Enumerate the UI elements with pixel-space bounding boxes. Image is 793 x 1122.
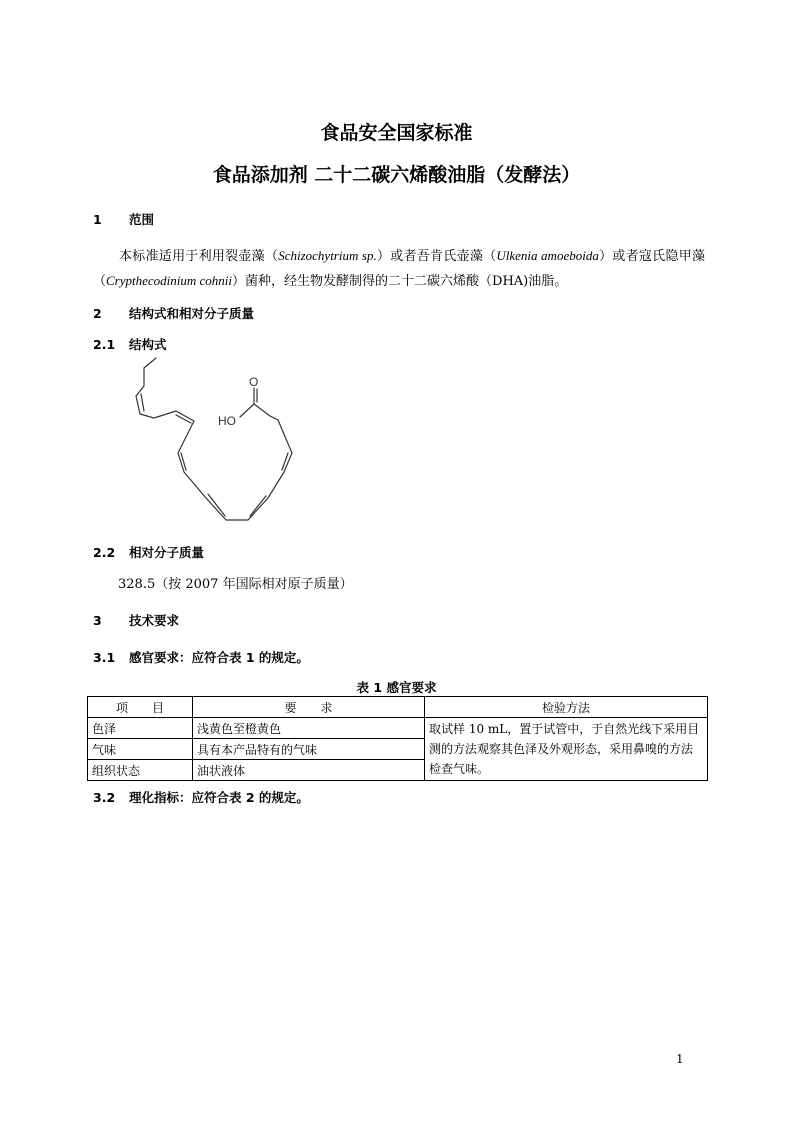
document-subtitle: 食品添加剂 二十二碳六烯酸油脂（发酵法） <box>212 164 581 186</box>
document-title: 食品安全国家标准 <box>320 122 473 144</box>
row-item: 气味 <box>88 739 193 760</box>
row-requirement: 浅黄色至橙黄色 <box>193 718 425 739</box>
section-number: 2.2 <box>93 545 116 560</box>
scope-text-1: 本标准适用于利用裂壶藻（ <box>119 249 279 264</box>
section-number: 2 <box>93 306 102 321</box>
oxygen-label: O <box>249 375 259 389</box>
scope-text-4: ）菌种，经生物发酵制得的二十二碳六烯酸（DHA)油脂。 <box>232 274 568 289</box>
table-header-row <box>88 697 708 718</box>
species-schizochytrium: Schizochytrium sp. <box>278 248 377 263</box>
section-title: 理化指标：应符合表 2 的规定。 <box>129 790 309 805</box>
table-1-caption: 表 1 感官要求 <box>356 680 437 695</box>
inspection-method: 取试样 10 mL，置于试管中，于自然光线下采用目测的方法观察其色泽及外观形态，采用鼻嗅的方法检查气味。 <box>425 718 708 781</box>
section-2-1-heading <box>93 335 167 353</box>
section-number: 3.2 <box>93 790 116 805</box>
section-title: 结构式 <box>129 337 167 352</box>
header-item: 项 目 <box>88 697 193 718</box>
species-ulkenia: Ulkenia amoeboida <box>496 248 599 263</box>
section-2-2-heading <box>93 543 204 561</box>
double-bond-5 <box>250 496 266 516</box>
section-3-1-heading <box>93 648 309 666</box>
section-3-heading <box>93 611 179 629</box>
section-number: 2.1 <box>93 337 116 352</box>
scope-paragraph <box>93 244 705 294</box>
header-requirement: 要 求 <box>193 697 425 718</box>
double-bond-4 <box>208 494 225 516</box>
scope-text-3: ）或者寇氏隐甲藻（ <box>93 249 705 289</box>
section-title: 范围 <box>129 212 155 227</box>
section-number: 3.1 <box>93 650 116 665</box>
section-title: 相对分子质量 <box>129 545 205 560</box>
carbon-chain <box>136 358 292 520</box>
row-requirement: 油状液体 <box>193 760 425 781</box>
section-number: 1 <box>93 212 102 227</box>
molecular-mass: 328.5（按 2007 年国际相对原子质量） <box>118 577 353 592</box>
section-3-2-heading <box>93 788 309 806</box>
section-1-heading <box>93 210 154 228</box>
double-bond-2 <box>176 415 191 423</box>
section-title: 感官要求：应符合表 1 的规定。 <box>129 650 309 665</box>
hydroxyl-bond <box>240 404 254 417</box>
hydroxyl-label: HO <box>218 414 236 428</box>
table-row <box>88 718 708 739</box>
double-bond-3 <box>181 453 186 470</box>
row-requirement: 具有本产品特有的气味 <box>193 739 425 760</box>
species-crypthecodinium: Crypthecodinium cohnii <box>106 273 233 288</box>
section-title: 技术要求 <box>129 613 180 628</box>
row-item: 色泽 <box>88 718 193 739</box>
page-number: 1 <box>676 1052 684 1066</box>
sensory-requirements-table <box>87 696 708 781</box>
scope-text-2: ）或者吾肯氏壶藻（ <box>376 249 497 264</box>
dha-structure-diagram <box>130 356 310 528</box>
row-item: 组织状态 <box>88 760 193 781</box>
section-number: 3 <box>93 613 102 628</box>
double-bond-6 <box>282 453 288 470</box>
section-title: 结构式和相对分子质量 <box>129 306 255 321</box>
header-method: 检验方法 <box>425 697 708 718</box>
double-bond-1 <box>141 394 144 411</box>
section-2-heading <box>93 304 254 322</box>
